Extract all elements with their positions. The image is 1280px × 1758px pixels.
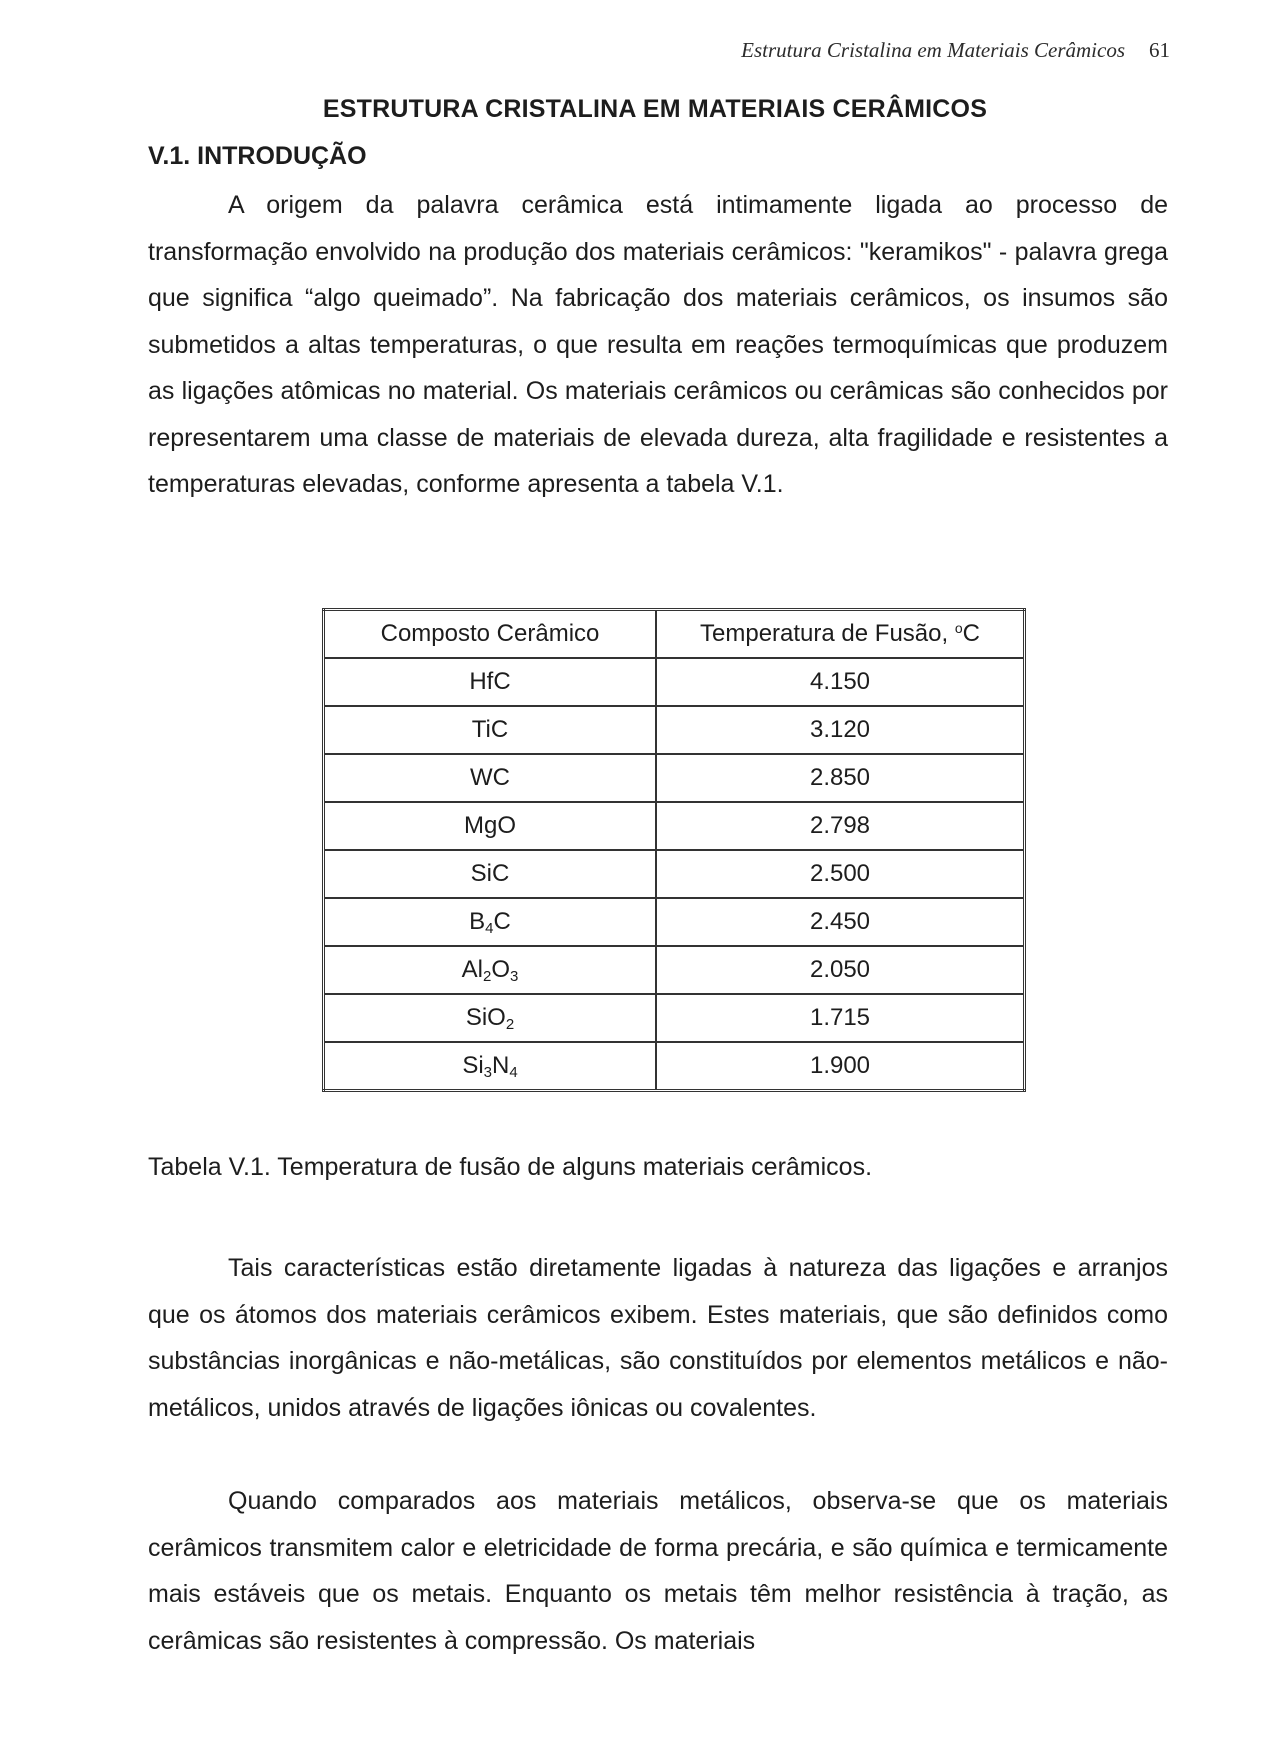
table-row — [324, 706, 1025, 754]
temperature-cell: 2.050 — [656, 946, 1025, 994]
page-number: 61 — [1149, 38, 1170, 62]
running-header — [620, 38, 1170, 63]
table-row — [324, 898, 1025, 946]
table-row — [324, 1042, 1025, 1091]
table-row — [324, 994, 1025, 1042]
temperature-cell: 1.715 — [656, 994, 1025, 1042]
temperature-cell: 2.500 — [656, 850, 1025, 898]
formula-text: HfC — [469, 668, 511, 695]
table-header-row — [324, 610, 1025, 659]
compound-cell — [324, 850, 657, 898]
compound-column-header: Composto Cerâmico — [324, 610, 657, 659]
temperature-header-text: Temperatura de Fusão, — [700, 620, 955, 647]
formula-text: B — [469, 908, 486, 935]
temperature-unit: C — [962, 620, 980, 647]
temperature-column-header — [656, 610, 1025, 659]
compound-cell — [324, 946, 657, 994]
formula-text: SiC — [470, 860, 510, 887]
temperature-cell: 2.798 — [656, 802, 1025, 850]
table-row — [324, 658, 1025, 706]
formula-text: TiC — [471, 716, 509, 743]
formula-subscript: 2 — [505, 1016, 515, 1033]
degree-sign: o — [954, 620, 963, 636]
table-row — [324, 850, 1025, 898]
table-caption: Tabela V.1. Temperatura de fusão de alguns materiais cerâmicos. — [148, 1153, 873, 1181]
running-title: Estrutura Cristalina em Materiais Cerâmicos — [741, 38, 1125, 62]
temperature-cell: 2.850 — [656, 754, 1025, 802]
formula-text: SiO — [465, 1004, 506, 1031]
formula-text: Al — [461, 956, 483, 983]
compound-cell — [324, 898, 657, 946]
body-paragraph: Quando comparados aos materiais metálicos, observa-se que os materiais cerâmicos transmitem calor e eletricidade de forma precária, e são química e termicamente mais estáveis que os metais. Enquanto os metais têm melhor resistência à tração, as cerâmicas são resistentes à compressão. Os materiais — [148, 1487, 1168, 1655]
formula-text: C — [493, 908, 511, 935]
table-row — [324, 802, 1025, 850]
formula-text: Si — [462, 1052, 484, 1079]
temperature-cell: 2.450 — [656, 898, 1025, 946]
temperature-cell: 4.150 — [656, 658, 1025, 706]
section-title: V.1. INTRODUÇÃO — [148, 142, 367, 170]
formula-subscript: 4 — [485, 920, 494, 937]
formula-text: N — [492, 1052, 510, 1079]
formula-text: MgO — [463, 812, 516, 839]
formula-text: WC — [470, 764, 510, 791]
formula-subscript: 4 — [509, 1064, 518, 1081]
temperature-cell: 1.900 — [656, 1042, 1025, 1091]
chapter-title: ESTRUTURA CRISTALINA EM MATERIAIS CERÂMICOS — [322, 95, 988, 123]
formula-text: O — [491, 956, 510, 983]
compound-cell — [324, 1042, 657, 1091]
table-row — [324, 754, 1025, 802]
compound-cell — [324, 994, 657, 1042]
intro-paragraph: A origem da palavra cerâmica está intimamente ligada ao processo de transformação envolvido na produção dos materiais cerâmicos: "keramikos" - palavra grega que significa “algo queimado”. Na fabricação dos materiais cerâmicos, os insumos são submetidos a altas temperaturas, o que resulta em reações termoquímicas que produzem as ligações atômicas no material. Os materiais cerâmicos ou cerâmicas são conhecidos por representarem uma classe de materiais de elevada dureza, alta fragilidade e resistentes a temperaturas elevadas, conforme apresenta a tabela V.1. — [148, 191, 1168, 498]
body-paragraph: Tais características estão diretamente ligadas à natureza das ligações e arranjos que os átomos dos materiais cerâmicos exibem. Estes materiais, que são definidos como substâncias inorgânicas e não-metálicas, são constituídos por elementos metálicos e não-metálicos, unidos através de ligações iônicas ou covalentes. — [148, 1254, 1168, 1422]
formula-subscript: 2 — [482, 968, 492, 985]
compound-cell — [324, 658, 657, 706]
formula-subscript: 3 — [483, 1064, 492, 1081]
table-body — [324, 658, 1025, 1091]
compound-cell — [324, 754, 657, 802]
formula-subscript: 3 — [510, 968, 519, 985]
temperature-cell: 3.120 — [656, 706, 1025, 754]
melting-temperature-table — [322, 608, 1026, 1092]
compound-cell — [324, 706, 657, 754]
compound-cell — [324, 802, 657, 850]
table-row — [324, 946, 1025, 994]
